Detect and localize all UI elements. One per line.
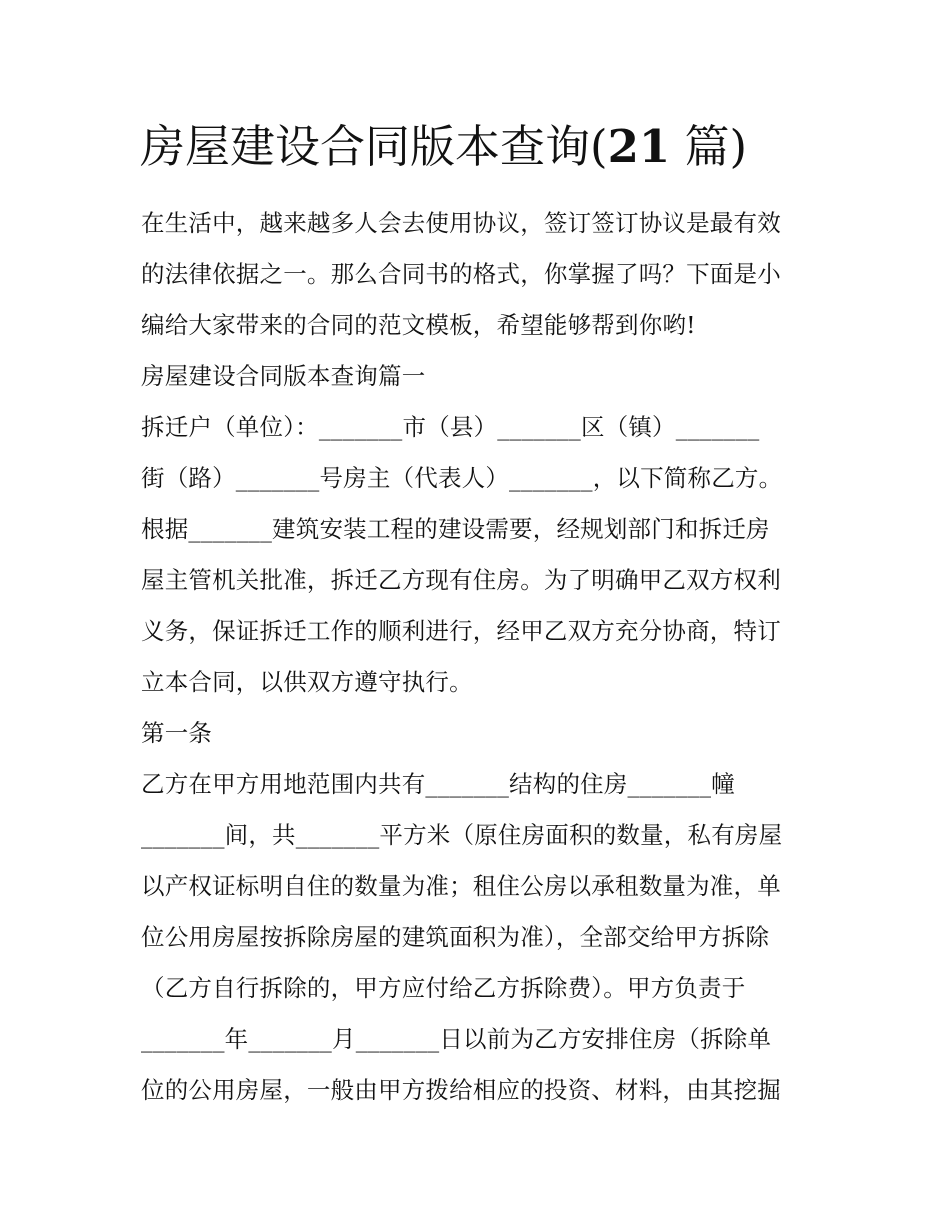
- document-title: [140, 118, 840, 176]
- body-line: 拆迁户（单位）：_______市（县）_______区（镇）_______: [141, 413, 760, 441]
- body-line: 义务，保证拆迁工作的顺利进行，经甲乙双方充分协商，特订: [141, 617, 781, 645]
- body-line: 在生活中，越来越多人会去使用协议，签订签订协议是最有效: [141, 209, 781, 237]
- body-line: 立本合同，以供双方遵守执行。: [141, 668, 473, 696]
- body-line: 根据_______建筑安装工程的建设需要，经规划部门和拆迁房: [141, 515, 770, 543]
- body-line: 编给大家带来的合同的范文模板，希望能够帮到你哟!: [141, 311, 696, 339]
- body-line: _______年_______月_______日以前为乙方安排住房（拆除单: [141, 1025, 772, 1053]
- article-heading: 第一条: [141, 719, 213, 747]
- title-main: 房屋建设合同版本查询(: [140, 120, 608, 173]
- body-line: （乙方自行拆除的，甲方应付给乙方拆除费）。甲方负责于: [141, 974, 746, 1002]
- title-count: 21: [607, 120, 671, 173]
- section-heading: 房屋建设合同版本查询篇一: [141, 362, 426, 390]
- body-line: 街（路）_______号房主（代表人）_______，以下简称乙方。: [141, 464, 783, 492]
- body-line: 以产权证标明自住的数量为准；租住公房以承租数量为准，单: [141, 872, 781, 900]
- body-line: 的法律依据之一。那么合同书的格式，你掌握了吗？下面是小: [141, 260, 781, 288]
- body-line: 乙方在甲方用地范围内共有_______结构的住房_______幢: [141, 770, 735, 798]
- body-line: 屋主管机关批准，拆迁乙方现有住房。为了明确甲乙双方权利: [141, 566, 781, 594]
- title-end: 篇): [670, 120, 748, 173]
- body-line: _______间，共_______平方米（原住房面积的数量，私有房屋: [141, 821, 783, 849]
- document-body: [141, 198, 821, 1116]
- body-line: 位公用房屋按拆除房屋的建筑面积为准），全部交给甲方拆除: [141, 923, 770, 951]
- body-line: 位的公用房屋，一般由甲方拨给相应的投资、材料，由其挖掘: [141, 1076, 781, 1104]
